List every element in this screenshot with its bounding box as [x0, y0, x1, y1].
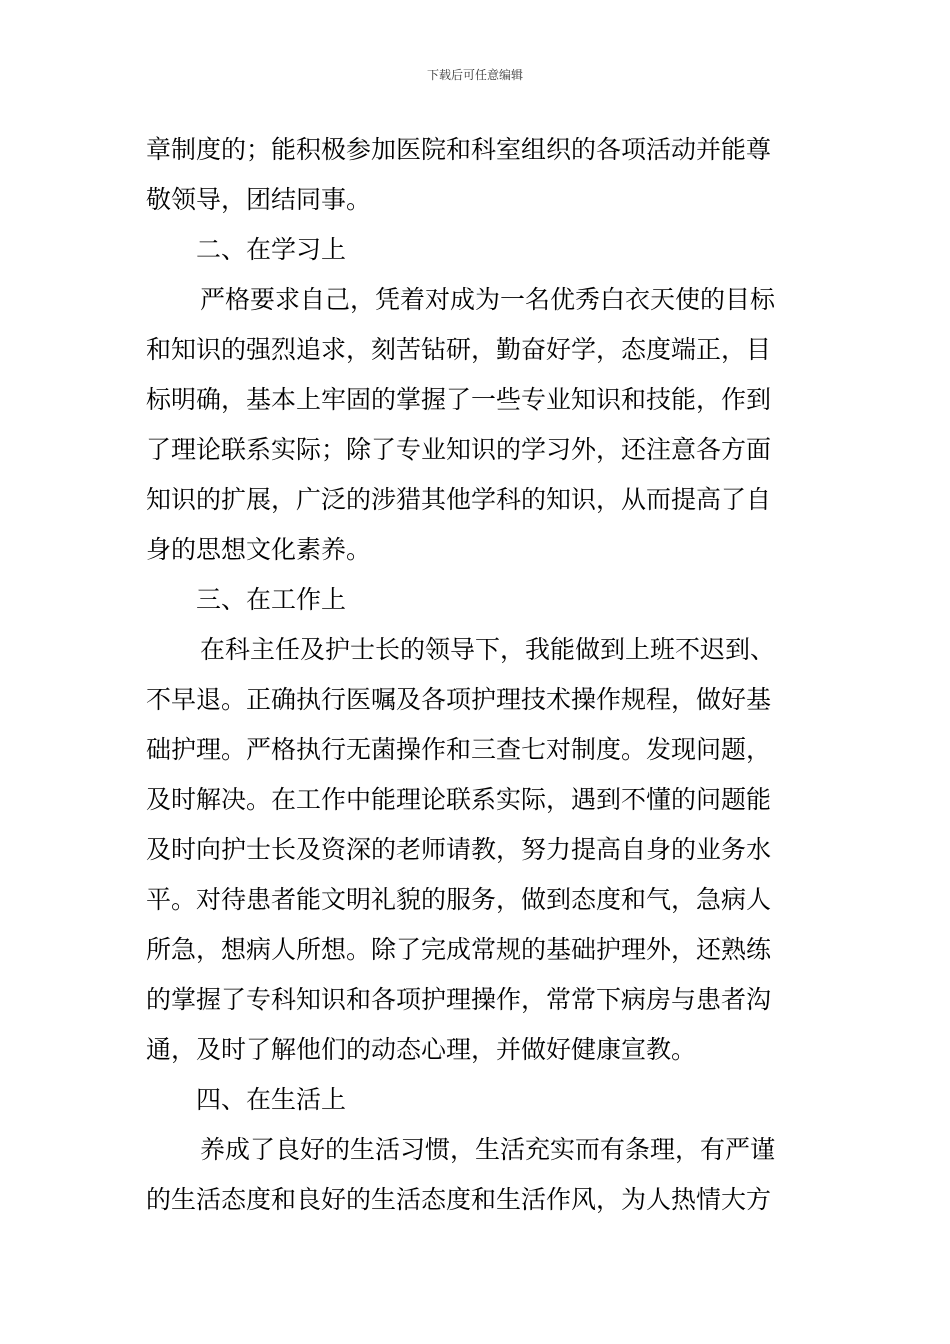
body-line: 平。对待患者能文明礼貌的服务，做到态度和气，急病人: [146, 886, 772, 914]
body-line: 标明确，基本上牢固的掌握了一些专业知识和技能，作到: [146, 386, 772, 414]
body-line: 了理论联系实际；除了专业知识的学习外，还注意各方面: [146, 436, 772, 464]
body-line: 的掌握了专科知识和各项护理操作，常常下病房与患者沟: [146, 986, 772, 1014]
body-line: 及时解决。在工作中能理论联系实际，遇到不懂的问题能: [146, 786, 772, 814]
body-line: 养成了良好的生活习惯，生活充实而有条理，有严谨: [200, 1136, 776, 1164]
body-line: 所急，想病人所想。除了完成常规的基础护理外，还熟练: [146, 936, 772, 964]
section-heading-work: 三、在工作上: [196, 586, 347, 614]
body-line: 身的思想文化素养。: [146, 536, 372, 564]
body-line: 的生活态度和良好的生活态度和生活作风，为人热情大方: [146, 1186, 772, 1214]
body-line: 严格要求自己，凭着对成为一名优秀白衣天使的目标: [200, 286, 776, 314]
body-line: 及时向护士长及资深的老师请教，努力提高自身的业务水: [146, 836, 772, 864]
section-heading-study: 二、在学习上: [196, 236, 347, 264]
body-line: 不早退。正确执行医嘱及各项护理技术操作规程，做好基: [146, 686, 772, 714]
section-heading-life: 四、在生活上: [196, 1086, 347, 1114]
body-line: 和知识的强烈追求，刻苦钻研，勤奋好学，态度端正，目: [146, 336, 772, 364]
body-line: 础护理。严格执行无菌操作和三查七对制度。发现问题，: [146, 736, 772, 764]
body-line: 章制度的；能积极参加医院和科室组织的各项活动并能尊: [146, 136, 772, 164]
body-line: 在科主任及护士长的领导下，我能做到上班不迟到、: [200, 636, 776, 664]
body-line: 通，及时了解他们的动态心理，并做好健康宣教。: [146, 1036, 697, 1064]
body-line: 敬领导，团结同事。: [146, 186, 372, 214]
page-header: 下载后可任意编辑: [426, 68, 523, 82]
body-line: 知识的扩展，广泛的涉猎其他学科的知识，从而提高了自: [146, 486, 772, 514]
